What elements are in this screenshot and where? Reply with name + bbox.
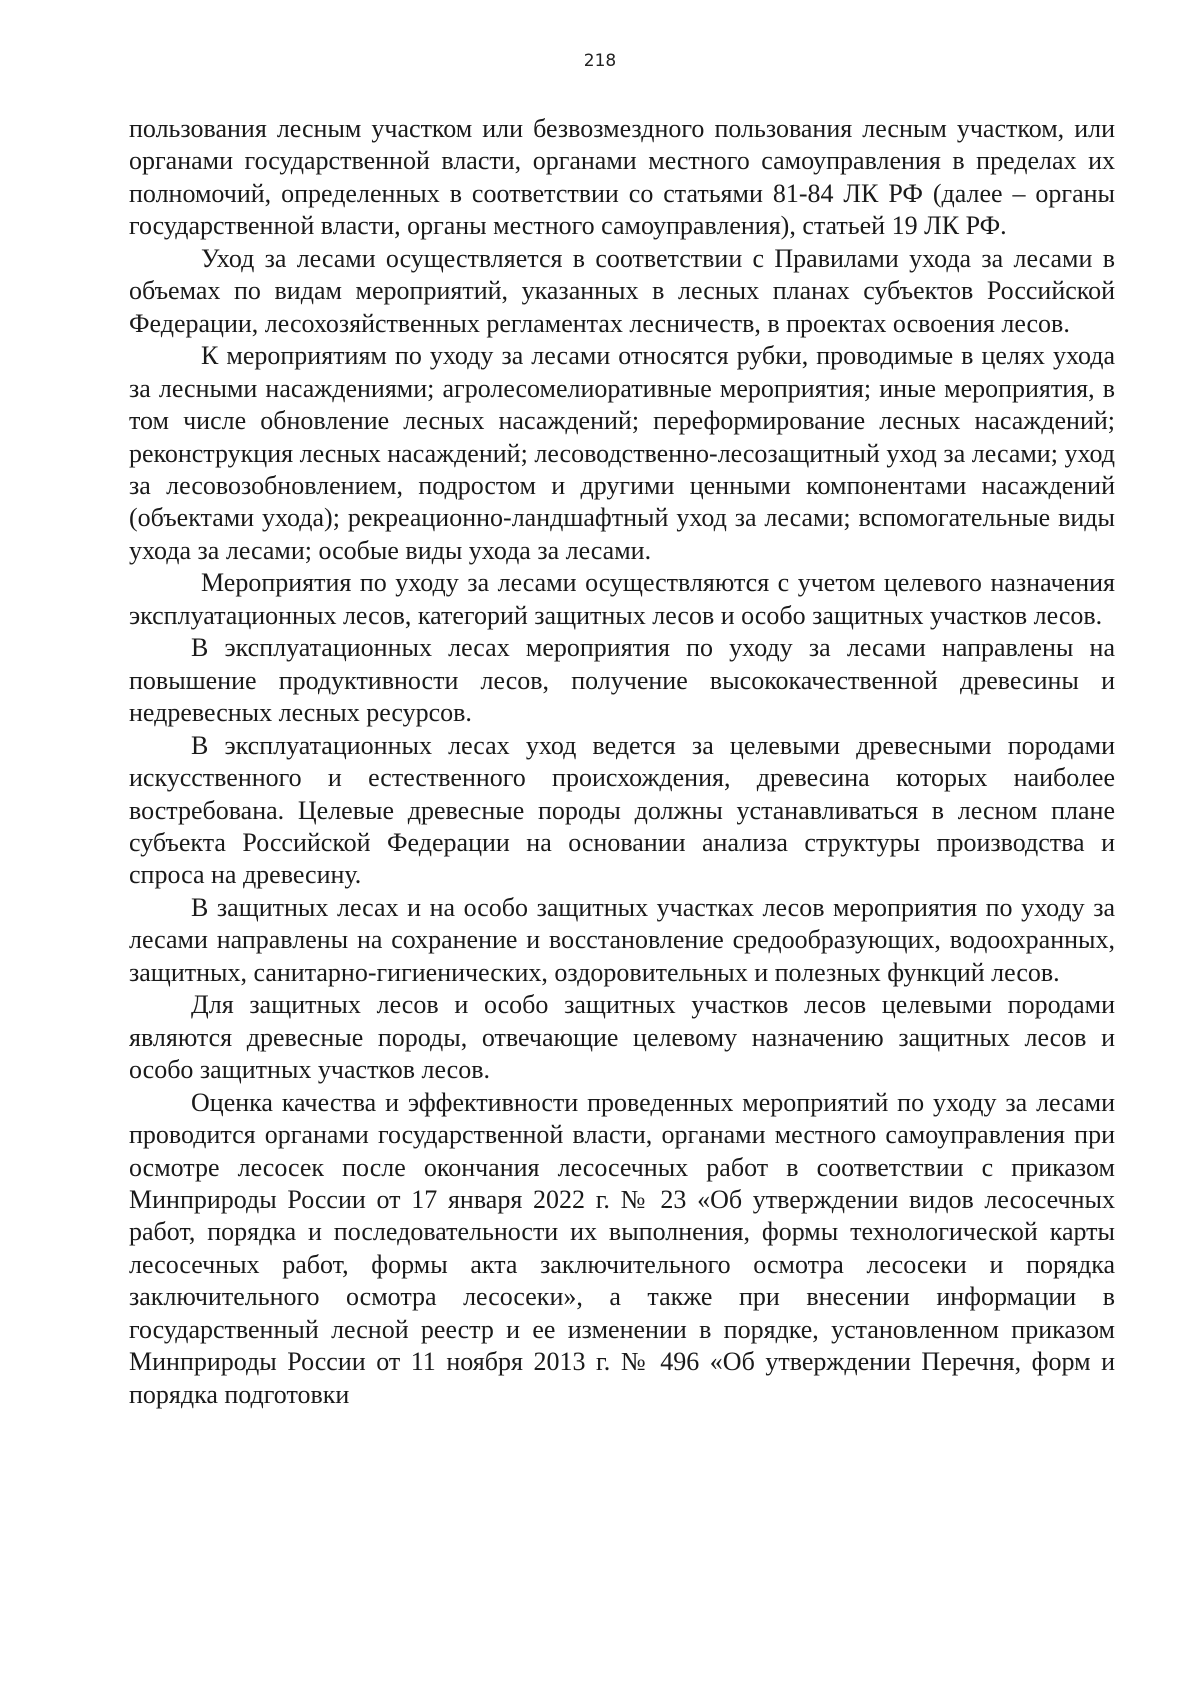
page-number: 218 bbox=[583, 51, 617, 71]
paragraph: В защитных лесах и на особо защитных участках лесов мероприятия по уходу за лесами направлены на сохранение и восстановление средообразующих, водоохранных, защитных, санитарно-гигиенических, оздоровительных и полезных функций лесов. bbox=[129, 892, 1115, 987]
body-text bbox=[129, 113, 1115, 1411]
paragraph: Оценка качества и эффективности проведенных мероприятий по уходу за лесами проводится органами государственной власти, органами местного самоуправления при осмотре лесосек после окончания лесосечных работ в соответствии с приказом Минприроды России от 17 января 2022 г. № 23 «Об утверждении видов лесосечных работ, порядка и последовательности их выполнения, формы технологической карты лесосечных работ, формы акта заключительного осмотра лесосеки и порядка заключительного осмотра лесосеки», а также при внесении информации в государственный лесной реестр и ее изменении в порядке, установленном приказом Минприроды России от 11 ноября 2013 г. № 496 «Об утверждении Перечня, форм и порядка подготовки bbox=[129, 1087, 1115, 1409]
paragraph: Для защитных лесов и особо защитных участков лесов целевыми породами являются древесные породы, отвечающие целевому назначению защитных лесов и особо защитных участков лесов. bbox=[129, 990, 1115, 1085]
paragraph: В эксплуатационных лесах мероприятия по уходу за лесами направлены на повышение продуктивности лесов, получение высококачественной древесины и недревесных лесных ресурсов. bbox=[129, 633, 1115, 728]
paragraph: К мероприятиям по уходу за лесами относятся рубки, проводимые в целях ухода за лесными насаждениями; агролесомелиоративные мероприятия; иные мероприятия, в том числе обновление лесных насаждений; переформирование лесных насаждений; реконструкция лесных насаждений; лесоводственно-лесозащитный уход за лесами; уход за лесовозобновлением, подростом и другими ценными компонентами насаждений (объектами ухода); рекреационно-ландшафтный уход за лесами; вспомогательные виды ухода за лесами; особые виды ухода за лесами. bbox=[129, 341, 1115, 565]
paragraph: Уход за лесами осуществляется в соответствии с Правилами ухода за лесами в объемах по видам мероприятий, указанных в лесных планах субъектов Российской Федерации, лесохозяйственных регламентах лесничеств, в проектах освоения лесов. bbox=[129, 243, 1115, 338]
paragraph-continuation: пользования лесным участком или безвозмездного пользования лесным участком, или органами государственной власти, органами местного самоуправления в пределах их полномочий, определенных в соответствии со статьями 81-84 ЛК РФ (далее – органы государственной власти, органы местного самоуправления), статьей 19 ЛК РФ. bbox=[129, 114, 1115, 241]
paragraph: В эксплуатационных лесах уход ведется за целевыми древесными породами искусственного и естественного происхождения, древесина которых наиболее востребована. Целевые древесные породы должны устанавливаться в лесном плане субъекта Российской Федерации на основании анализа структуры производства и спроса на древесину. bbox=[129, 730, 1115, 890]
paragraph: Мероприятия по уходу за лесами осуществляются с учетом целевого назначения эксплуатационных лесов, категорий защитных лесов и особо защитных участков лесов. bbox=[129, 568, 1115, 630]
